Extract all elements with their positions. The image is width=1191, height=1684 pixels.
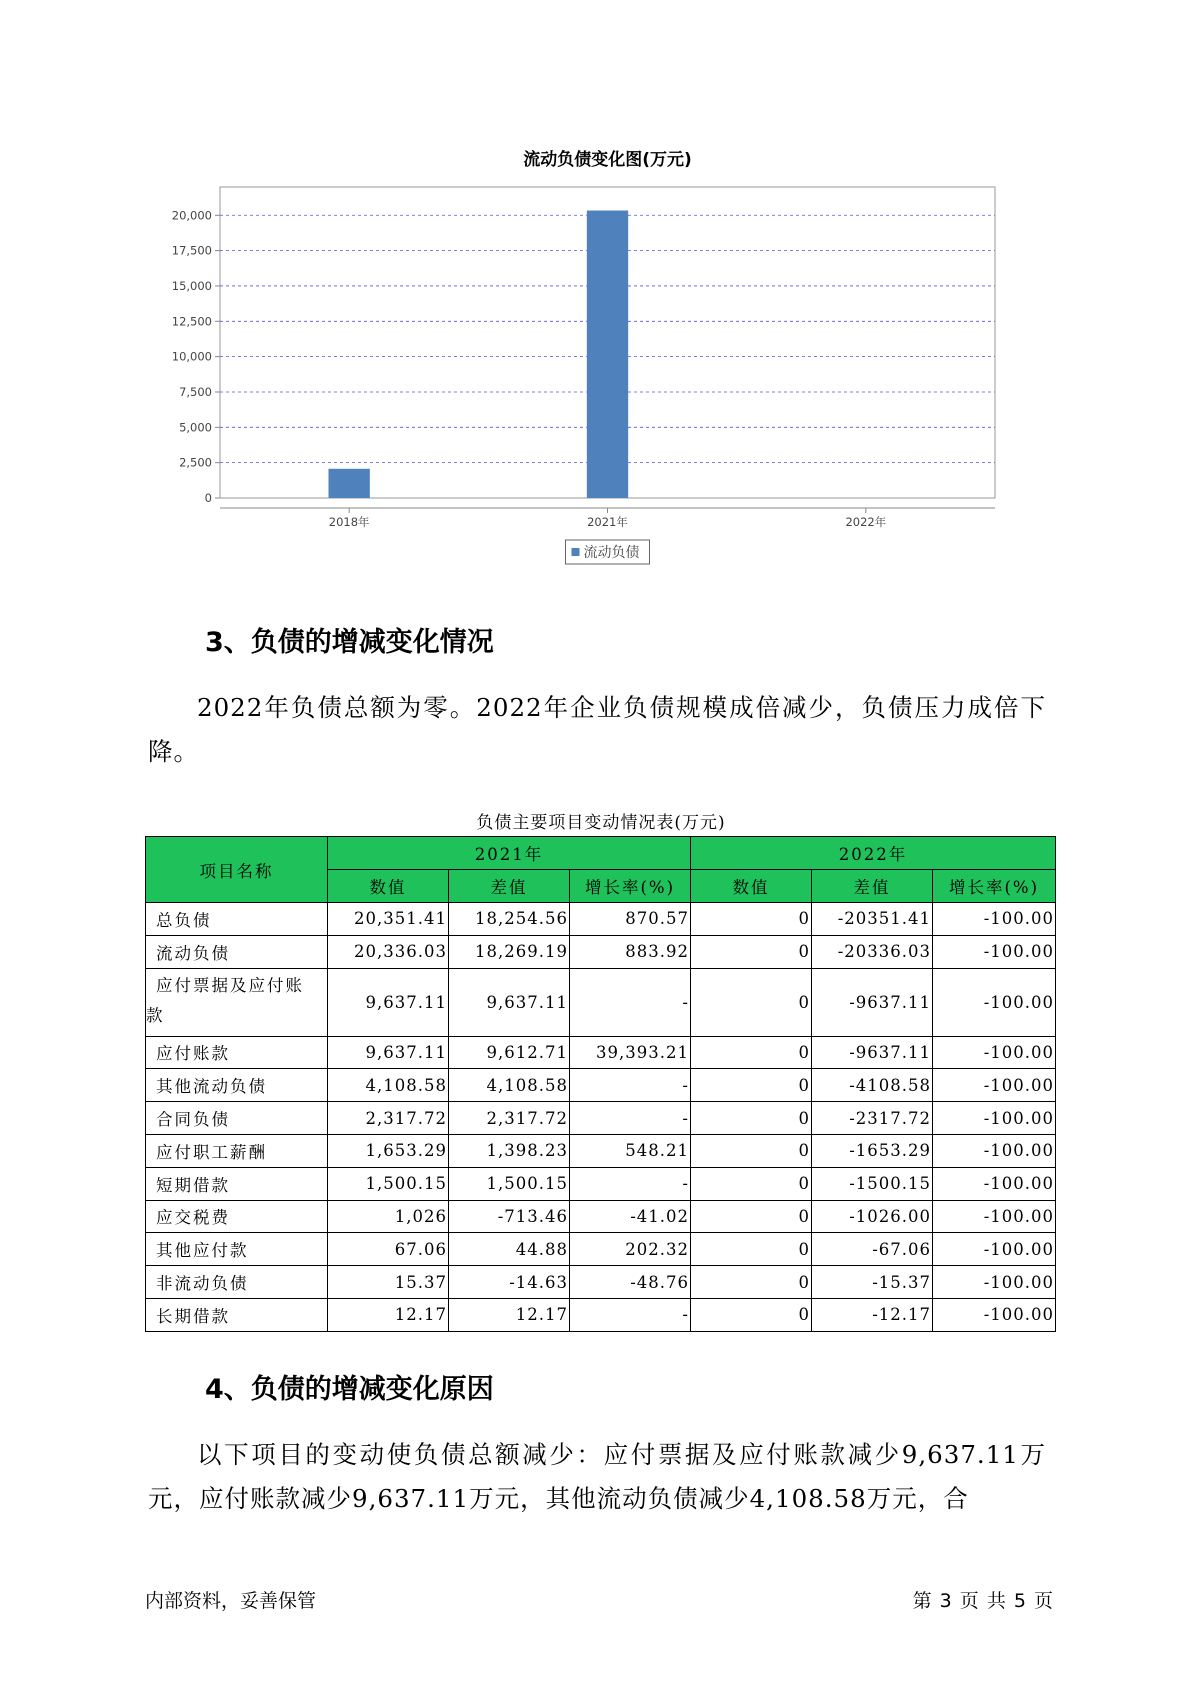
cell-value-2021: 9,637.11	[328, 968, 449, 1036]
cell-value-2021: 1,653.29	[328, 1134, 449, 1167]
row-name: 总负债	[146, 903, 328, 936]
section4-heading: 4、负债的增减变化原因	[205, 1374, 494, 1405]
cell-rate-2021: -48.76	[570, 1266, 691, 1299]
cell-value-2021: 2,317.72	[328, 1102, 449, 1135]
header-value-2022: 数值	[691, 870, 812, 903]
cell-diff-2021: 12.17	[449, 1298, 570, 1331]
table-row	[146, 1134, 1056, 1167]
cell-value-2022: 0	[691, 1233, 812, 1266]
header-value-2021: 数值	[328, 870, 449, 903]
cell-diff-2022: -1653.29	[812, 1134, 933, 1167]
cell-value-2021: 12.17	[328, 1298, 449, 1331]
cell-diff-2021: 1,500.15	[449, 1167, 570, 1200]
cell-rate-2022: -100.00	[933, 1069, 1056, 1102]
cell-diff-2021: 4,108.58	[449, 1069, 570, 1102]
cell-value-2021: 15.37	[328, 1266, 449, 1299]
row-name: 应付账款	[146, 1036, 328, 1069]
cell-value-2022: 0	[691, 1036, 812, 1069]
cell-diff-2022: -67.06	[812, 1233, 933, 1266]
table-caption: 负债主要项目变动情况表(万元)	[476, 813, 726, 833]
table-row	[146, 968, 1056, 1036]
cell-diff-2022: -1026.00	[812, 1200, 933, 1233]
y-tick-label: 15,000	[171, 278, 212, 293]
row-name: 其他流动负债	[146, 1069, 328, 1102]
cell-diff-2021: -713.46	[449, 1200, 570, 1233]
cell-rate-2022: -100.00	[933, 968, 1056, 1036]
y-tick-label: 12,500	[171, 314, 212, 329]
header-rate-2021: 增长率(%)	[570, 870, 691, 903]
cell-diff-2021: 9,637.11	[449, 968, 570, 1036]
cell-diff-2021: 9,612.71	[449, 1036, 570, 1069]
row-name: 短期借款	[146, 1167, 328, 1200]
cell-value-2022: 0	[691, 1102, 812, 1135]
y-tick-label: 17,500	[171, 243, 212, 258]
y-tick-label: 10,000	[171, 349, 212, 364]
header-item-name: 项目名称	[146, 837, 328, 903]
liabilities-chart	[140, 138, 1025, 593]
cell-value-2022: 0	[691, 1298, 812, 1331]
liabilities-table	[145, 836, 1056, 1332]
cell-rate-2022: -100.00	[933, 1200, 1056, 1233]
cell-rate-2021: -	[570, 1102, 691, 1135]
cell-value-2022: 0	[691, 1200, 812, 1233]
row-name: 应交税费	[146, 1200, 328, 1233]
legend-label: 流动负债	[583, 545, 640, 561]
row-name	[146, 968, 328, 1036]
footer-page-number: 第 3 页 共 5 页	[912, 1590, 1054, 1612]
header-year-2022: 2022年	[691, 837, 1056, 870]
cell-diff-2021: 44.88	[449, 1233, 570, 1266]
section3-paragraph: 2022年负债总额为零。2022年企业负债规模成倍减少，负债压力成倍下降。	[148, 693, 1046, 766]
cell-rate-2022: -100.00	[933, 1036, 1056, 1069]
cell-rate-2021: -	[570, 1298, 691, 1331]
row-name: 应付职工薪酬	[146, 1134, 328, 1167]
table-row	[146, 935, 1056, 968]
cell-value-2021: 4,108.58	[328, 1069, 449, 1102]
cell-value-2021: 1,500.15	[328, 1167, 449, 1200]
cell-value-2021: 9,637.11	[328, 1036, 449, 1069]
cell-value-2022: 0	[691, 968, 812, 1036]
cell-rate-2022: -100.00	[933, 1266, 1056, 1299]
footer-confidential: 内部资料，妥善保管	[145, 1590, 317, 1612]
table-row	[146, 1298, 1056, 1331]
bar	[329, 469, 370, 498]
table-row	[146, 903, 1056, 936]
y-tick-label: 5,000	[179, 420, 212, 435]
x-tick-label: 2018年	[328, 515, 370, 529]
header-diff-2022: 差值	[812, 870, 933, 903]
y-tick-label: 2,500	[179, 455, 212, 470]
x-tick-label: 2022年	[845, 515, 887, 529]
y-tick-label: 0	[204, 491, 212, 505]
cell-value-2022: 0	[691, 1167, 812, 1200]
cell-diff-2022: -9637.11	[812, 968, 933, 1036]
cell-rate-2022: -100.00	[933, 1233, 1056, 1266]
y-tick-label: 20,000	[171, 208, 212, 223]
cell-rate-2022: -100.00	[933, 935, 1056, 968]
table-row	[146, 1200, 1056, 1233]
cell-rate-2022: -100.00	[933, 1298, 1056, 1331]
cell-value-2021: 20,351.41	[328, 903, 449, 936]
header-year-2021: 2021年	[328, 837, 691, 870]
bar-chart	[140, 138, 1025, 593]
cell-rate-2021: -	[570, 1069, 691, 1102]
cell-diff-2022: -20336.03	[812, 935, 933, 968]
y-tick-label: 7,500	[179, 384, 212, 399]
row-name: 非流动负债	[146, 1266, 328, 1299]
table-row	[146, 1167, 1056, 1200]
row-name: 合同负债	[146, 1102, 328, 1135]
cell-rate-2021: 39,393.21	[570, 1036, 691, 1069]
cell-rate-2022: -100.00	[933, 1102, 1056, 1135]
table-row	[146, 1069, 1056, 1102]
cell-diff-2021: -14.63	[449, 1266, 570, 1299]
table-row	[146, 1036, 1056, 1069]
cell-diff-2021: 18,269.19	[449, 935, 570, 968]
cell-value-2022: 0	[691, 903, 812, 936]
row-name-line2: 款	[146, 1005, 165, 1025]
row-name-line1: 应付票据及应付账	[156, 975, 304, 995]
cell-diff-2022: -15.37	[812, 1266, 933, 1299]
cell-diff-2022: -20351.41	[812, 903, 933, 936]
section3-heading: 3、负债的增减变化情况	[205, 627, 494, 658]
row-name: 其他应付款	[146, 1233, 328, 1266]
cell-value-2022: 0	[691, 1069, 812, 1102]
cell-diff-2021: 1,398.23	[449, 1134, 570, 1167]
cell-diff-2022: -4108.58	[812, 1069, 933, 1102]
cell-rate-2021: 883.92	[570, 935, 691, 968]
cell-value-2021: 20,336.03	[328, 935, 449, 968]
bar	[587, 211, 628, 498]
cell-rate-2022: -100.00	[933, 903, 1056, 936]
cell-rate-2021: 870.57	[570, 903, 691, 936]
row-name: 长期借款	[146, 1298, 328, 1331]
cell-diff-2022: -2317.72	[812, 1102, 933, 1135]
cell-rate-2021: -	[570, 1167, 691, 1200]
cell-value-2022: 0	[691, 1134, 812, 1167]
cell-diff-2021: 18,254.56	[449, 903, 570, 936]
header-rate-2022: 增长率(%)	[933, 870, 1056, 903]
cell-rate-2021: 548.21	[570, 1134, 691, 1167]
cell-rate-2022: -100.00	[933, 1167, 1056, 1200]
cell-value-2021: 1,026	[328, 1200, 449, 1233]
cell-diff-2022: -9637.11	[812, 1036, 933, 1069]
legend-swatch	[572, 548, 580, 556]
table-row	[146, 1233, 1056, 1266]
section4-paragraph: 以下项目的变动使负债总额减少：应付票据及应付账款减少9,637.11万元，应付账款减少9,637.11万元，其他流动负债减少4,108.58万元，合	[148, 1440, 1046, 1513]
cell-rate-2021: 202.32	[570, 1233, 691, 1266]
cell-diff-2021: 2,317.72	[449, 1102, 570, 1135]
row-name: 流动负债	[146, 935, 328, 968]
cell-value-2022: 0	[691, 935, 812, 968]
header-diff-2021: 差值	[449, 870, 570, 903]
cell-diff-2022: -1500.15	[812, 1167, 933, 1200]
cell-value-2022: 0	[691, 1266, 812, 1299]
cell-diff-2022: -12.17	[812, 1298, 933, 1331]
chart-title: 流动负债变化图(万元)	[523, 150, 692, 170]
table-row	[146, 1266, 1056, 1299]
table-row	[146, 1102, 1056, 1135]
cell-rate-2021: -41.02	[570, 1200, 691, 1233]
cell-rate-2022: -100.00	[933, 1134, 1056, 1167]
cell-value-2021: 67.06	[328, 1233, 449, 1266]
x-tick-label: 2021年	[587, 515, 628, 529]
cell-rate-2021: -	[570, 968, 691, 1036]
